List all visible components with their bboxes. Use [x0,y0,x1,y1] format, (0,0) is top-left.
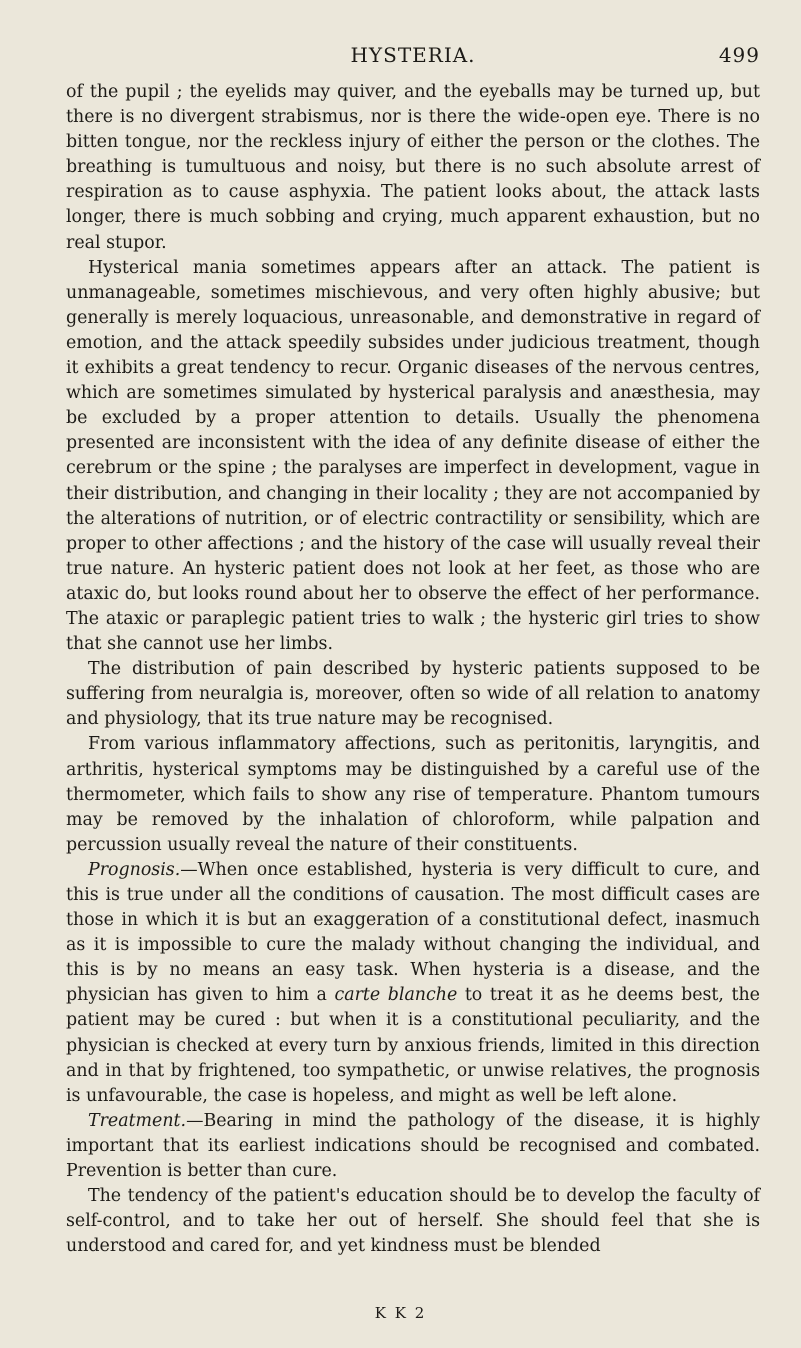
paragraph-text: of the pupil ; the eyelids may quiver, and the eyeballs may be turned up, but there is no divergent strabismus, nor is there the wide-open eye. There is no bitten tongue, nor the reckless injury of either the person or the clothes. The breathing is tumultuous and noisy, but there is no such absolute arrest of respiration as to cause asphyxia. The patient looks about, the attack lasts longer, there is much sobbing and crying, much apparent exhaustion, but no real stupor. [66,82,760,253]
running-head: HYSTERIA. [350,43,476,67]
body-text [66,80,760,1259]
paragraph-text-continued: to treat it as he deems best, the patient may be cured : but when it is a constitutional peculiarity, and the physician is checked at every turn by anxious friends, limited in this direction and in that by frightened, too sympathetic, or unwise relatives, the prognosis is unfavourable, the case is hopeless, and might as well be left alone. [66,985,760,1106]
paragraph-inflammatory [66,732,760,857]
paragraph-prognosis [66,858,760,1109]
italic-phrase: carte blanche [334,985,458,1006]
paragraph-text: The distribution of pain described by hysteric patients supposed to be suffering from neuralgia is, moreover, often so wide of all relation to anatomy and physiology, that its true nature may be recognised. [66,659,760,730]
paragraph-text: —When once established, hysteria is very difficult to cure, and this is true under all the conditions of causation. The most difficult cases are those in which it is but an exaggeration of a constitutional defect, inasmuch as it is impossible to cure the malady without changing the individual, and this is by no means an easy task. When hysteria is a disease, and the physician has given to him a [66,859,760,1006]
paragraph-text: Hysterical mania sometimes appears after an attack. The patient is unmanageable, sometimes mischievous, and very often highly abusive; but generally is merely loquacious, unreasonable, and demonstrative in regard of emotion, and the attack speedily subsides under judicious treatment, though it exhibits a great tendency to recur. Organic diseases of the nervous centres, which are sometimes simulated by hysterical paralysis and anæsthesia, may be excluded by a proper attention to details. Usually the phenomena presented are inconsistent with the idea of any definite disease of either the cerebrum or the spine ; the paralyses are imperfect in development, vague in their distribution, and changing in their locality ; they are not accompanied by the alterations of nutrition, or of electric contractility or sensibility, which are proper to other affections ; and the history of the case will usually reveal their true nature. An hysteric patient does not look at her feet, as those who are ataxic do, but looks round about her to observe the effect of her performance. The ataxic or paraplegic patient tries to walk ; the hysteric girl tries to show that she cannot use her limbs. [66,257,760,655]
paragraph-text: —Bearing in mind the pathology of the disease, it is highly important that its earliest indications should be recognised and combated. Prevention is better than cure. [66,1110,760,1182]
section-heading-treatment: Treatment. [88,1110,187,1131]
signature-mark: K K 2 [374,1304,427,1322]
paragraph-treatment [66,1109,760,1184]
page-number: 499 [718,43,760,67]
paragraph-education [66,1184,760,1259]
paragraph-pain-distribution [66,657,760,732]
paragraph-hysterical-mania [66,256,760,658]
section-heading-prognosis: Prognosis. [88,859,181,880]
page-header [66,43,760,69]
paragraph-pupil [66,80,760,256]
paragraph-text: The tendency of the patient's education should be to develop the faculty of self-control, and to take her out of herself. She should feel that she is understood and cared for, and yet kindness must be blended [66,1186,760,1257]
paragraph-text: From various inflammatory affections, such as peritonitis, laryngitis, and arthritis, hysterical symptoms may be distinguished by a careful use of the thermometer, which fails to show any rise of temperature. Phantom tumours may be removed by the inhalation of chloroform, while palpation and percussion usually reveal the nature of their constituents. [66,734,760,855]
